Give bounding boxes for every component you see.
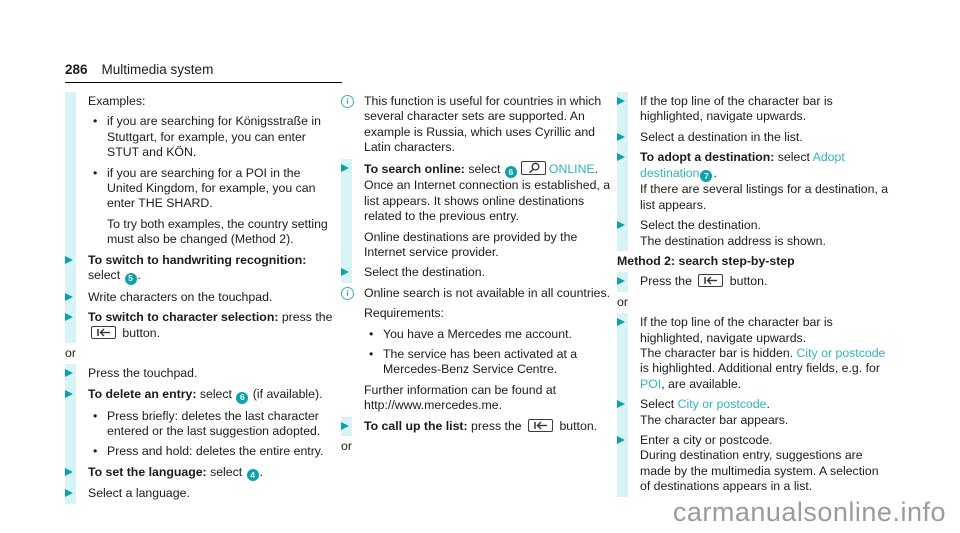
action-arrow-icon bbox=[617, 400, 625, 408]
body-text: is highlighted. Additional entry fields, e.g. for bbox=[640, 361, 880, 376]
body-text: or bbox=[341, 439, 352, 454]
bullet-icon: • bbox=[93, 165, 98, 180]
body-text: if you are searching for a POI in the United Kingdom, for example, you can enter THE SHARD. bbox=[107, 165, 316, 211]
revision-marked-block bbox=[341, 161, 614, 281]
bullet-icon: • bbox=[93, 408, 98, 423]
body-text: or bbox=[617, 294, 628, 309]
body-text: Once an Internet connection is established, a list appears. It shows online destinations related to the previous entry. bbox=[364, 178, 611, 224]
body-text: Press and hold: deletes the entire entry. bbox=[107, 444, 324, 459]
cross-reference-link: ONLINE bbox=[548, 161, 595, 176]
action-arrow-icon bbox=[65, 390, 73, 398]
triangle-glyph bbox=[617, 400, 625, 408]
body-text: or bbox=[65, 345, 76, 360]
bullet-item bbox=[341, 347, 614, 378]
or-separator bbox=[341, 439, 614, 454]
body-text: select bbox=[196, 386, 236, 401]
instruction-item bbox=[65, 290, 338, 305]
instruction-item bbox=[617, 274, 890, 289]
triangle-glyph bbox=[65, 293, 73, 301]
body-text: Online search is not available in all countries. bbox=[364, 285, 611, 300]
bullet-icon: • bbox=[369, 346, 374, 361]
bold-lead-text: To search online: bbox=[364, 161, 465, 176]
paragraph bbox=[617, 234, 890, 249]
callout-badge-4: 4 bbox=[247, 469, 259, 481]
body-text: Select bbox=[640, 397, 678, 412]
info-note bbox=[341, 286, 614, 301]
body-text: select bbox=[88, 268, 124, 283]
paragraph bbox=[65, 94, 338, 109]
text-column-2 bbox=[341, 94, 614, 458]
bold-lead-text: To switch to character selection: bbox=[88, 310, 279, 325]
action-arrow-icon bbox=[617, 221, 625, 229]
action-arrow-icon bbox=[617, 153, 625, 161]
revision-marked-block bbox=[65, 94, 338, 341]
triangle-glyph bbox=[617, 221, 625, 229]
action-arrow-icon bbox=[65, 468, 73, 476]
bullet-item bbox=[65, 444, 338, 459]
triangle-glyph bbox=[65, 390, 73, 398]
triangle-glyph bbox=[341, 422, 349, 430]
body-text: . bbox=[713, 165, 717, 180]
paragraph bbox=[341, 306, 614, 321]
triangle-glyph bbox=[65, 256, 73, 264]
action-arrow-icon bbox=[65, 369, 73, 377]
body-text: Press briefly: deletes the last character entered or the last suggestion adopted. bbox=[107, 408, 321, 438]
action-arrow-icon bbox=[65, 489, 73, 497]
info-icon: i bbox=[341, 95, 354, 108]
instruction-item bbox=[341, 265, 614, 280]
page-number: 286 bbox=[65, 62, 88, 77]
paragraph bbox=[617, 413, 890, 428]
triangle-glyph bbox=[65, 369, 73, 377]
body-text: button. bbox=[119, 325, 161, 340]
body-text: (if available). bbox=[249, 386, 323, 401]
indented-paragraph bbox=[65, 217, 338, 248]
body-text: select bbox=[774, 150, 813, 165]
bullet-icon: • bbox=[93, 444, 98, 459]
action-arrow-icon bbox=[617, 97, 625, 105]
bold-lead-text: To set the language: bbox=[88, 464, 207, 479]
body-text: Press the bbox=[640, 274, 696, 289]
revision-marked-block bbox=[617, 315, 890, 494]
instruction-item bbox=[617, 433, 890, 448]
bullet-item bbox=[65, 409, 338, 440]
bullet-icon: • bbox=[369, 326, 374, 341]
body-text: You have a Mercedes me account. bbox=[383, 326, 572, 341]
text-block bbox=[617, 295, 890, 310]
text-block bbox=[65, 346, 338, 361]
instruction-item bbox=[65, 366, 338, 381]
body-text: Write characters on the touchpad. bbox=[88, 289, 273, 304]
body-text: select bbox=[206, 464, 246, 479]
page-header bbox=[65, 62, 342, 83]
action-arrow-icon bbox=[65, 313, 73, 321]
info-note bbox=[341, 94, 614, 156]
instruction-item bbox=[617, 150, 890, 182]
action-arrow-icon bbox=[341, 164, 349, 172]
paragraph bbox=[617, 182, 890, 213]
instruction-item bbox=[65, 310, 338, 341]
triangle-glyph bbox=[617, 277, 625, 285]
page-section-title: Multimedia system bbox=[101, 62, 214, 77]
back-button-icon bbox=[698, 274, 723, 287]
body-text: . bbox=[594, 161, 599, 176]
body-text: select bbox=[464, 161, 504, 176]
body-text: This function is useful for countries in which several character sets are supported. An example is Russia, which uses Cyrillic and Latin characters. bbox=[364, 94, 602, 155]
bold-lead-text: To switch to handwriting recognition: bbox=[88, 252, 307, 267]
body-text: To try both examples, the country setting must also be changed (Method 2). bbox=[107, 216, 328, 247]
instruction-item bbox=[65, 465, 338, 482]
triangle-glyph bbox=[617, 97, 625, 105]
action-arrow-icon bbox=[65, 256, 73, 264]
action-arrow-icon bbox=[617, 318, 625, 326]
back-button-icon bbox=[91, 326, 116, 339]
paragraph bbox=[341, 178, 614, 224]
body-text: button. bbox=[726, 274, 768, 289]
bold-lead-text: To call up the list: bbox=[364, 418, 468, 433]
body-text: Select a destination in the list. bbox=[640, 129, 803, 144]
triangle-glyph bbox=[617, 318, 625, 326]
subheading bbox=[617, 254, 890, 269]
callout-badge-5: 5 bbox=[125, 273, 137, 285]
body-text: press the bbox=[467, 418, 526, 433]
body-text: Online destinations are provided by the Internet service provider. bbox=[364, 229, 578, 259]
revision-marked-block bbox=[65, 366, 338, 501]
triangle-glyph bbox=[617, 436, 625, 444]
body-text: , are available. bbox=[661, 376, 742, 391]
body-text: Further information can be found at http://www.mercedes.me. bbox=[364, 382, 557, 413]
body-text: Requirements: bbox=[364, 306, 444, 321]
action-arrow-icon bbox=[617, 436, 625, 444]
text-block bbox=[341, 286, 614, 414]
body-text: The character bar is hidden. bbox=[640, 345, 797, 360]
bullet-item bbox=[65, 166, 338, 212]
paragraph bbox=[341, 230, 614, 261]
paragraph bbox=[341, 383, 614, 414]
action-arrow-icon bbox=[341, 422, 349, 430]
bullet-item bbox=[341, 327, 614, 342]
instruction-item bbox=[65, 253, 338, 285]
body-text: Enter a city or postcode. bbox=[640, 433, 773, 448]
revision-marked-block bbox=[341, 419, 614, 434]
body-text: Select the destination. bbox=[364, 265, 485, 280]
triangle-glyph bbox=[341, 164, 349, 172]
body-text: If there are several listings for a destination, a list appears. bbox=[640, 182, 889, 212]
triangle-glyph bbox=[65, 313, 73, 321]
info-icon: i bbox=[341, 287, 354, 300]
watermark: carmanualsonline.info bbox=[672, 497, 946, 527]
text-column-1 bbox=[65, 94, 338, 502]
cross-reference-link: City or postcode bbox=[796, 345, 886, 360]
paragraph bbox=[617, 346, 890, 392]
callout-badge-6: 6 bbox=[505, 166, 517, 178]
bold-lead-text: To delete an entry: bbox=[88, 386, 197, 401]
instruction-item bbox=[617, 218, 890, 233]
revision-marked-block bbox=[617, 274, 890, 289]
cross-reference-link: POI bbox=[640, 376, 662, 391]
or-separator bbox=[65, 346, 338, 361]
body-text: If the top line of the character bar is highlighted, navigate upwards. bbox=[640, 94, 833, 124]
text-block bbox=[341, 94, 614, 156]
action-arrow-icon bbox=[617, 277, 625, 285]
triangle-glyph bbox=[65, 468, 73, 476]
body-text: if you are searching for Königsstraße in Stuttgart, for example, you can enter STUT and KÖN. bbox=[107, 114, 321, 160]
triangle-glyph bbox=[617, 153, 625, 161]
text-block bbox=[617, 254, 890, 269]
instruction-item bbox=[65, 486, 338, 501]
back-button-icon bbox=[528, 419, 553, 432]
body-text: If the top line of the character bar is highlighted, navigate upwards. bbox=[640, 315, 833, 345]
triangle-glyph bbox=[65, 489, 73, 497]
body-text: . bbox=[766, 397, 770, 412]
body-text: Press the touchpad. bbox=[88, 366, 198, 381]
instruction-item bbox=[617, 315, 890, 346]
body-text: The destination address is shown. bbox=[640, 233, 826, 248]
revision-marked-block bbox=[617, 94, 890, 249]
instruction-item bbox=[341, 161, 614, 179]
bullet-icon: • bbox=[93, 114, 98, 129]
cross-reference-link: Adopt destination bbox=[640, 150, 845, 180]
text-column-3 bbox=[617, 94, 890, 495]
instruction-item bbox=[341, 419, 614, 434]
body-text: button. bbox=[556, 418, 598, 433]
callout-badge-7: 7 bbox=[700, 170, 712, 182]
body-text: Examples: bbox=[88, 94, 146, 108]
bullet-item bbox=[65, 114, 338, 160]
triangle-glyph bbox=[341, 268, 349, 276]
instruction-item bbox=[617, 397, 890, 412]
body-text: . bbox=[137, 268, 141, 283]
instruction-item bbox=[65, 387, 338, 404]
body-text: press the bbox=[278, 310, 333, 325]
paragraph bbox=[617, 448, 890, 494]
search-button-icon bbox=[521, 161, 546, 175]
body-text: Select the destination. bbox=[640, 218, 761, 233]
body-text: During destination entry, suggestions are made by the multimedia system. A selection of destinations appears in a list. bbox=[640, 448, 879, 494]
action-arrow-icon bbox=[341, 268, 349, 276]
or-separator bbox=[617, 295, 890, 310]
text-block bbox=[341, 439, 614, 454]
instruction-item bbox=[617, 130, 890, 145]
callout-badge-6: 6 bbox=[236, 392, 248, 404]
text-columns bbox=[65, 94, 890, 502]
body-text: . bbox=[259, 464, 264, 479]
body-text: Method 2: search step-by-step bbox=[617, 253, 795, 268]
action-arrow-icon bbox=[617, 133, 625, 141]
bold-lead-text: To adopt a destination: bbox=[640, 150, 775, 165]
body-text: The service has been activated at a Mercedes-Benz Service Centre. bbox=[383, 346, 578, 377]
instruction-item bbox=[617, 94, 890, 125]
body-text: Select a language. bbox=[88, 486, 190, 501]
triangle-glyph bbox=[617, 133, 625, 141]
body-text: The character bar appears. bbox=[640, 412, 789, 427]
action-arrow-icon bbox=[65, 293, 73, 301]
cross-reference-link: City or postcode bbox=[677, 397, 767, 412]
